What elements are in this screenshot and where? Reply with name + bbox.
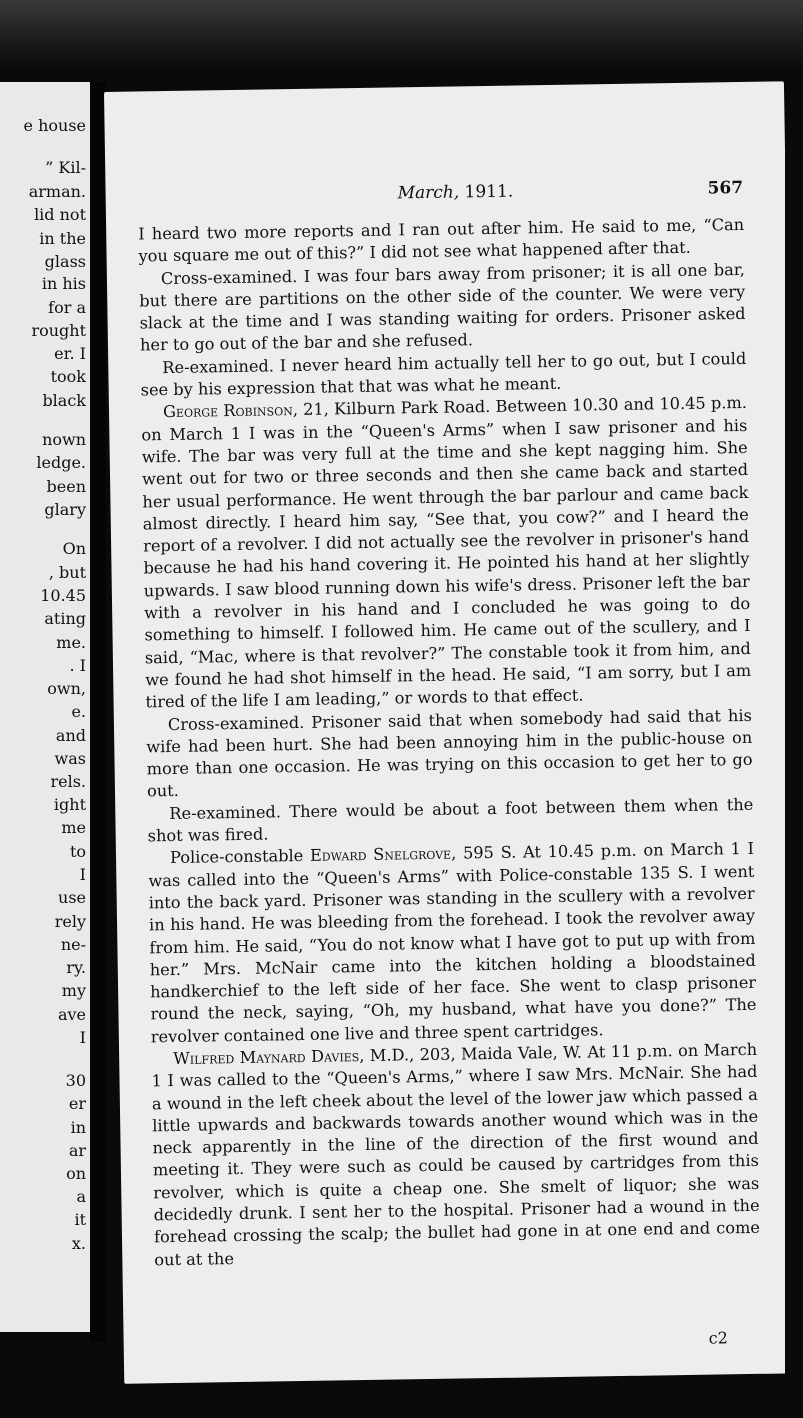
left-page-fragment: for a [48, 298, 86, 317]
left-page-fragment: e house [23, 116, 86, 135]
left-page-fragment: ” Kil- [45, 158, 86, 177]
page-header [106, 177, 786, 214]
left-page-fragment: rely [54, 912, 86, 931]
left-page-fragment: to [69, 842, 86, 861]
right-dark-edge [785, 90, 803, 1390]
left-page-fragment: and [55, 726, 86, 745]
left-page-fragment: use [58, 888, 86, 907]
left-page-fragment: , but [48, 563, 86, 582]
left-page-fragment: I [79, 865, 86, 884]
left-page-fragment: me. [56, 633, 86, 652]
witness-name: Wilfred Maynard Davies [173, 1046, 360, 1069]
left-page-fragment: er [68, 1094, 86, 1113]
page-number: 567 [707, 177, 744, 199]
left-page-fragment: nown [42, 430, 86, 449]
left-page-fragment: own, [47, 679, 86, 698]
paragraph-text: Re-examined. There would be about a foot between them when the shot was fired. [147, 794, 754, 846]
left-page-fragment: lid not [34, 205, 86, 224]
paragraph-text: I heard two more reports and I ran out after him. He said to me, “Can you square me out of this?” I did not see what happened after that. [138, 214, 745, 266]
left-page-fragment: it [74, 1210, 86, 1229]
left-page-fragment: ne- [60, 935, 86, 954]
left-page-fragment: e. [71, 702, 86, 721]
left-page-fragment: black [42, 391, 86, 410]
left-page-fragment: rels. [50, 772, 86, 791]
book-page [104, 81, 803, 1384]
paragraph-text: Cross-examined. I was four bars away from prisoner; it is all one bar, but there are partitions on the other side of the counter. We were very slack at the time and I was standing waiting for orders. Prisoner asked her to go out of the bar and she refused. [139, 259, 746, 355]
paragraph [146, 704, 753, 803]
paragraph [139, 259, 746, 358]
page-body [138, 214, 760, 1271]
signature-mark: c2 [708, 1328, 728, 1348]
paragraph [151, 1039, 760, 1271]
left-page-fragment: ave [57, 1005, 86, 1024]
left-page-fragment: ight [53, 795, 86, 814]
left-page-fragment: ry. [66, 958, 86, 977]
left-page-fragment: ledge. [36, 453, 86, 472]
paragraph-text: , M.D., 203, Maida Vale, W. At 11 p.m. on March 1 I was called to the “Queen's Arms,” where I saw Mrs. McNair. She had a wound in the left cheek about the level of the lower jaw which passed a little upwards and backwards towards another wound which was in the neck apparently in the line of the direction of the first wound and meeting it. They were such as could be caused by cartridges from this revolver, which is quite a cheap one. She smelt of liquor; she was decidedly drunk. I sent her to the hospital. Prisoner had a wound in the forehead crossing the scalp; the bullet had gone in at one end and come out at the [151, 1039, 761, 1270]
left-page-fragment: ar [68, 1141, 86, 1160]
paragraph-text: Re-examined. I never heard him actually tell her to go out, but I could see by his expression that that was what he meant. [140, 348, 747, 400]
witness-name: George Robinson [162, 400, 293, 422]
left-page-fragment: ating [44, 609, 86, 628]
paragraph-text: , 595 S. At 10.45 p.m. on March 1 I was called into the “Queen's Arms” with Police-constable 135 S. I went into the back yard. Prisoner was standing in the scullery with a revolver in his hand. He was bleeding from the forehead. I took the revolver away from him. He said, “You do not know what I have got to put up with from her.” Mrs. McNair came into the kitchen holding a bloodstained handkerchief to the left side of her face. She went to clasp prisoner round the neck, saying, “Oh, my husband, what have you done?” The revolver contained one live and three spent cartridges. [148, 839, 757, 1047]
left-page-edge [0, 82, 92, 1332]
left-page-fragment: my [61, 981, 86, 1000]
paragraph-prefix: Police-constable [169, 846, 311, 868]
left-page-fragment: been [46, 477, 86, 496]
witness-name: Edward Snelgrove [309, 843, 452, 866]
paragraph [148, 838, 757, 1048]
left-page-fragment: took [50, 367, 86, 386]
left-page-fragment: I [79, 1028, 86, 1047]
left-page-fragment: on [66, 1164, 86, 1183]
left-page-fragment: rought [31, 321, 86, 340]
left-page-fragment: in the [39, 229, 86, 248]
left-page-fragment: x. [71, 1234, 86, 1253]
running-head: March, 1911. [397, 181, 514, 204]
left-page-fragment: 30 [65, 1071, 86, 1090]
left-page-fragment: a [76, 1187, 86, 1206]
left-page-fragment: er. I [54, 344, 86, 363]
left-page-fragment: me [61, 818, 86, 837]
left-page-fragment: glary [44, 500, 86, 519]
paragraph [141, 392, 752, 714]
left-page-fragment: . I [69, 656, 86, 675]
left-page-fragment: On [62, 539, 86, 558]
left-page-fragment: in his [41, 274, 86, 293]
left-page-fragment: in [70, 1118, 86, 1137]
left-page-fragment: arman. [28, 182, 86, 201]
left-page-fragment: glass [44, 252, 86, 271]
paragraph-text: Cross-examined. Prisoner said that when somebody had said that his wife had been hurt. She had been annoying him in the public-house on more than one occasion. He was trying on this occasion to get her to go out. [146, 705, 753, 801]
left-page-fragment: was [54, 749, 86, 768]
book-gutter [90, 82, 106, 1342]
left-page-fragment: 10.45 [40, 586, 86, 605]
book-top-edge [0, 0, 803, 70]
paragraph-text: , 21, Kilburn Park Road. Between 10.30 and 10.45 p.m. on March 1 I was in the “Queen's Arms” when I saw prisoner and his wife. The bar was very full at the time and she kept nagging him. She went out for two or three seconds and then she came back and started her usual performance. He went through the bar parlour and came back almost directly. I heard him say, “See that, you cow?” and I heard the report of a revolver. I did not actually see the revolver in prisoner's hand because he had his hand covering it. He pointed his hand at her slightly upwards. I saw blood running down his wife's dress. Prisoner left the bar with a revolver in his hand and I concluded he was going to do something to himself. I followed him. He came out of the scullery, and I said, “Mac, where is that revolver?” The constable took it from him, and we found he had shot himself in the head. He said, “I am sorry, but I am tired of the life I am leading,” or words to that effect. [141, 393, 752, 712]
